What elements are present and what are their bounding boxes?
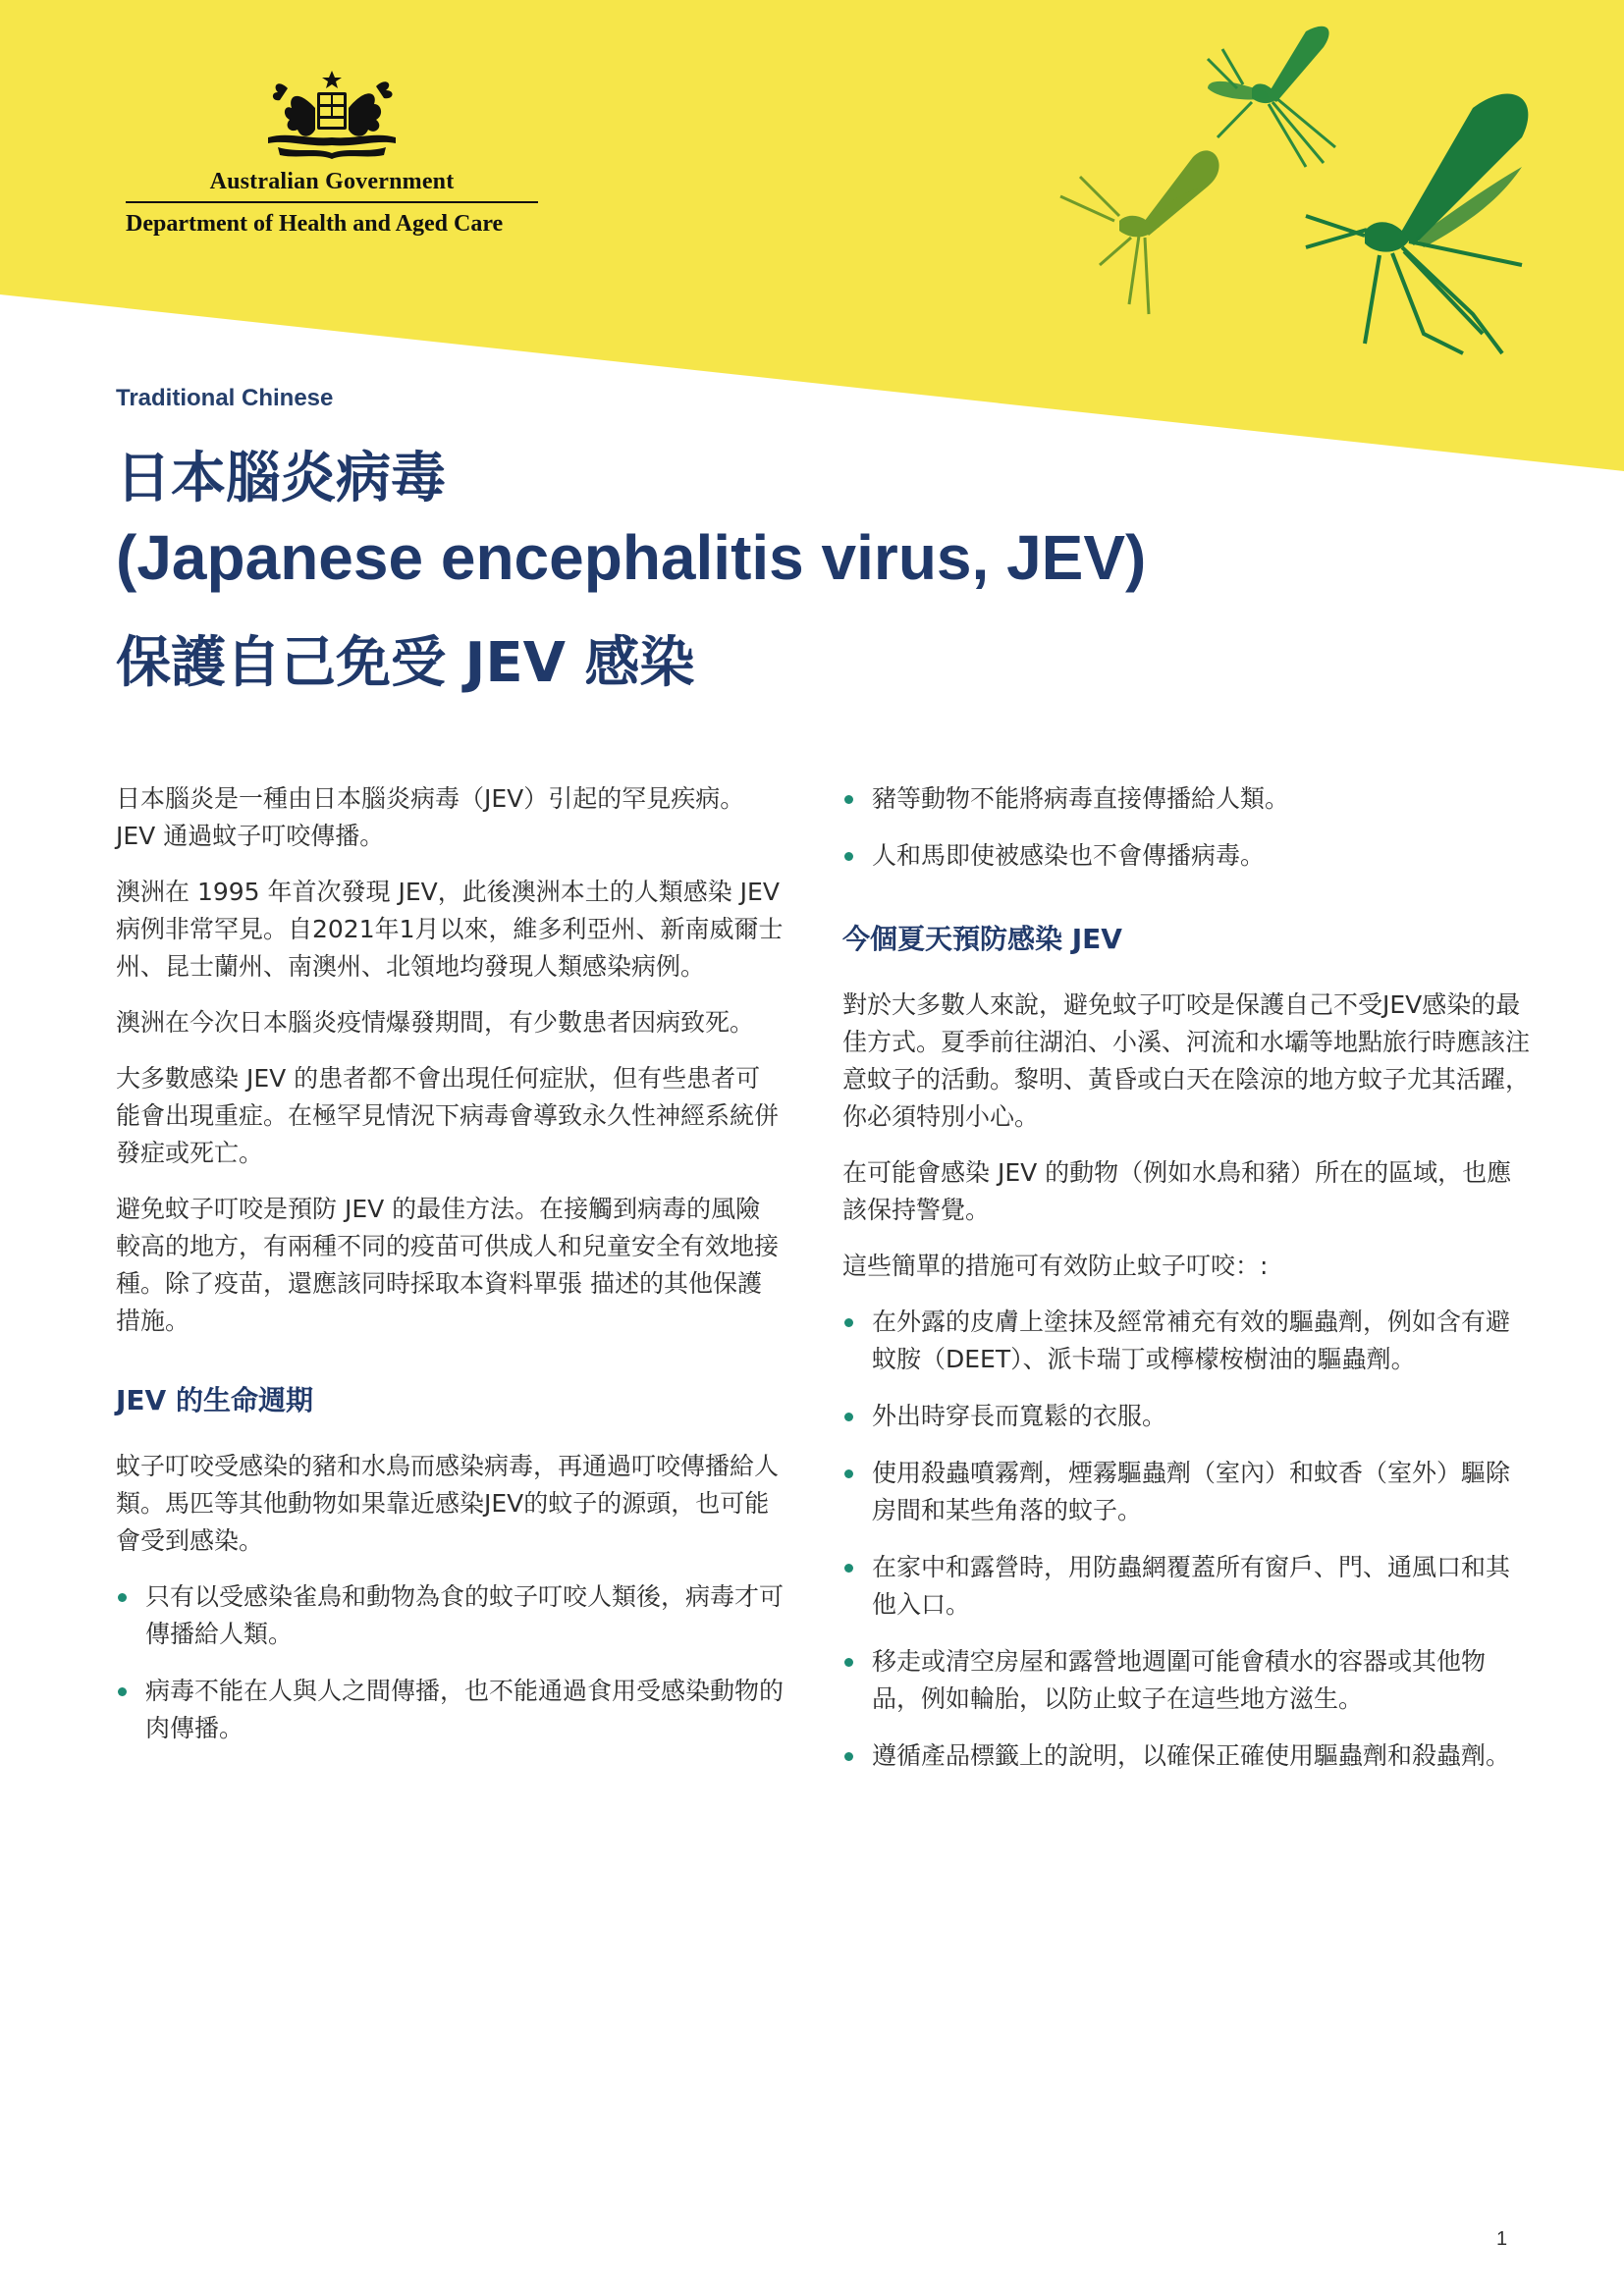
intro-paragraph: 日本腦炎是一種由日本腦炎病毒（JEV）引起的罕見疾病。JEV 通過蚊子叮咬傳播。 xyxy=(116,784,745,850)
list-item-text: 只有以受感染雀鳥和動物為食的蚊子叮咬人類後，病毒才可傳播給人類。 xyxy=(145,1582,785,1648)
page-number: 1 xyxy=(1496,2228,1508,2250)
list-item-text: 在家中和露營時，用防蟲網覆蓋所有窗戶、門、通風口和其他入口。 xyxy=(872,1553,1511,1619)
page-title-english: (Japanese encephalitis virus, JEV) xyxy=(116,522,1147,593)
list-item xyxy=(842,1737,1530,1775)
department-name: Department of Health and Aged Care xyxy=(126,211,504,237)
list-item-text: 人和馬即使被感染也不會傳播病毒。 xyxy=(872,841,1266,870)
measures-intro: 這些簡單的措施可有效防止蚊子叮咬：: xyxy=(842,1252,1269,1280)
page-subtitle: 保護自己免受 JEV 感染 xyxy=(116,631,695,695)
mosquito-top-body xyxy=(1208,27,1329,103)
left-column xyxy=(116,780,784,1767)
deaths-paragraph: 澳洲在今次日本腦炎疫情爆發期間，有少數患者因病致死。 xyxy=(116,1008,755,1037)
language-label: Traditional Chinese xyxy=(116,385,334,411)
history-paragraph: 澳洲在 1995 年首次發現 JEV，此後澳洲本土的人類感染 JEV 病例非常罕見。自2021年1月以來，維多利亞州、新南威爾士州、昆士蘭州、南澳州、北領地均發現人類感染病例。 xyxy=(116,878,784,981)
bullet-icon xyxy=(118,1687,127,1696)
symptoms-paragraph: 大多數感染 JEV 的患者都不會出現任何症狀，但有些患者可能會出現重症。在極罕見情況下病毒會導致永久性神經系統併發症或死亡。 xyxy=(116,1064,780,1167)
mosquito-left-body xyxy=(1119,150,1219,237)
measures-list xyxy=(842,1304,1530,1775)
list-item-text: 外出時穿長而寬鬆的衣服。 xyxy=(872,1402,1167,1430)
prevent-heading: 今個夏天預防感染 JEV xyxy=(842,923,1122,955)
bullet-icon xyxy=(844,1413,853,1421)
government-logo xyxy=(126,69,538,238)
lifecycle-paragraph: 蚊子叮咬受感染的豬和水鳥而感染病毒，再通過叮咬傳播給人類。馬匹等其他動物如果靠近感染JEV的蚊子的源頭，也可能會受到感染。 xyxy=(116,1452,780,1555)
prevention-paragraph: 避免蚊子叮咬是預防 JEV 的最佳方法。在接觸到病毒的風險較高的地方，有兩種不同的疫苗可供成人和兒童安全有效地接種。除了疫苗，還應該同時採取本資料單張 描述的其他保護措施。 xyxy=(116,1195,780,1335)
bullet-icon xyxy=(844,1469,853,1478)
coat-of-arms-icon xyxy=(258,69,406,163)
mosquito-top xyxy=(1208,49,1335,167)
mosquito-left xyxy=(1060,177,1149,314)
right-column xyxy=(842,780,1530,1794)
list-item xyxy=(116,1673,784,1747)
list-item-text: 病毒不能在人與人之間傳播，也不能通過食用受感染動物的肉傳播。 xyxy=(145,1677,785,1742)
bullet-icon xyxy=(844,1752,853,1761)
mosquito-right-body xyxy=(1365,94,1528,252)
transmission-list xyxy=(842,780,1530,875)
list-item-text: 在外露的皮膚上塗抹及經常補充有效的驅蟲劑，例如含有避蚊胺（DEET）、派卡瑞丁或檸檬桉樹油的驅蟲劑。 xyxy=(872,1308,1511,1373)
bullet-icon xyxy=(844,852,853,861)
list-item xyxy=(842,1304,1530,1378)
list-item-text: 遵循產品標籤上的說明，以確保正確使用驅蟲劑和殺蟲劑。 xyxy=(872,1741,1511,1770)
government-name: Australian Government xyxy=(209,169,455,194)
mosquito-icon xyxy=(1011,20,1561,383)
bullet-icon xyxy=(844,795,853,804)
lifecycle-heading: JEV 的生命週期 xyxy=(116,1384,313,1416)
list-item xyxy=(116,1578,784,1653)
list-item xyxy=(842,780,1530,818)
bullet-icon xyxy=(844,1318,853,1327)
page-title: 日本腦炎病毒 xyxy=(116,447,446,510)
list-item-text: 移走或清空房屋和露營地週圍可能會積水的容器或其他物品，例如輪胎，以防止蚊子在這些地方滋生。 xyxy=(872,1647,1487,1713)
list-item xyxy=(842,837,1530,875)
bullet-icon xyxy=(118,1593,127,1602)
lifecycle-list xyxy=(116,1578,784,1747)
list-item xyxy=(842,1398,1530,1435)
avoid-bites-paragraph: 對於大多數人來說，避免蚊子叮咬是保護自己不受JEV感染的最佳方式。夏季前往湖泊、小溪、河流和水壩等地點旅行時應該注意蚊子的活動。黎明、黃昏或白天在陰涼的地方蚊子尤其活躍，你必須特別小心。 xyxy=(842,990,1531,1131)
list-item xyxy=(842,1455,1530,1529)
list-item xyxy=(842,1643,1530,1718)
list-item-text: 豬等動物不能將病毒直接傳播給人類。 xyxy=(872,784,1290,813)
logo-divider xyxy=(126,201,538,203)
bullet-icon xyxy=(844,1564,853,1573)
animal-areas-paragraph: 在可能會感染 JEV 的動物（例如水鳥和豬）所在的區域，也應該保持警覺。 xyxy=(842,1158,1512,1224)
bullet-icon xyxy=(844,1658,853,1667)
list-item xyxy=(842,1549,1530,1624)
list-item-text: 使用殺蟲噴霧劑，煙霧驅蟲劑（室內）和蚊香（室外）驅除房間和某些角落的蚊子。 xyxy=(872,1459,1511,1524)
